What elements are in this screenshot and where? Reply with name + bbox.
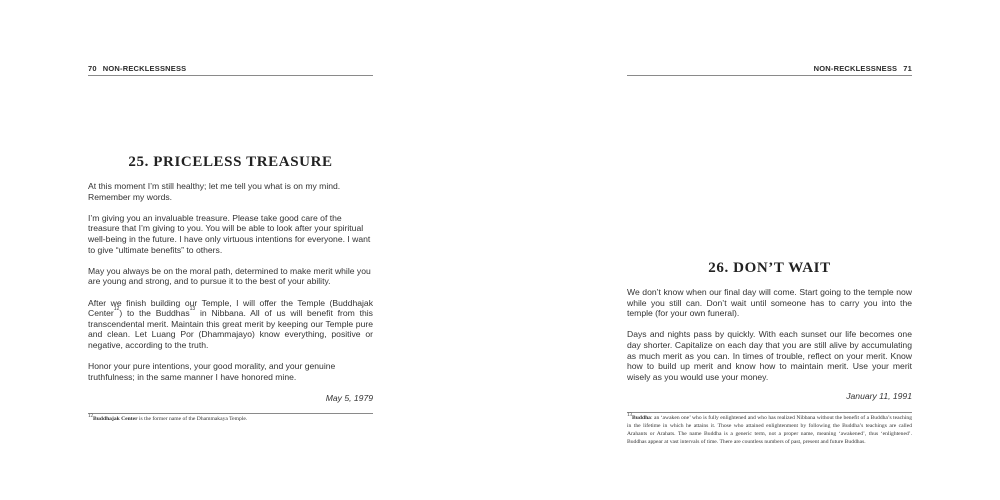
footnote-term: Buddhajak Center: [93, 416, 138, 422]
paragraph: [88, 298, 373, 351]
paragraph: At this moment I’m still healthy; let me tell you what is on my mind. Remember my words.: [88, 181, 341, 202]
footnote-ref: 13: [189, 306, 196, 313]
footnote-ref: 12: [113, 306, 120, 313]
right-page: [500, 0, 1000, 500]
chapter-date: January 11, 1991: [846, 391, 912, 401]
text-run: After we finish building our Temple, I will offer the Temple (Buddhajak Center: [88, 297, 373, 319]
chapter-date: May 5, 1979: [325, 393, 373, 403]
page-number: 71: [903, 64, 912, 73]
footnote-divider: [88, 413, 373, 414]
page-number: 70: [88, 64, 97, 73]
footnote-mark: 13: [627, 413, 632, 418]
footnote: [627, 415, 912, 447]
paragraph: We don’t know when our final day will come. Start going to the temple now while you still can. Don’t wait until someone has to carry you into the temple (for your own funeral).: [627, 287, 912, 319]
running-title: NON-RECKLESSNESS: [102, 64, 187, 73]
running-header-right: [627, 64, 912, 76]
footnote-term: Buddha: [632, 415, 651, 421]
footnote-mark: 12: [88, 414, 93, 419]
paragraph: May you always be on the moral path, determined to make merit while you are young and strong, and to pursue it to the best of your ability.: [88, 265, 371, 287]
running-title: NON-RECKLESSNESS: [813, 64, 898, 73]
running-header-left: [88, 64, 373, 76]
paragraph: Days and nights pass by quickly. With each sunset our life becomes one day shorter. Capitalize on each day that you are still alive by accumulating as much merit as you can. In times of trouble, reflect on your merit. Know how to build up merit and know how to maintain merit. Use your merit wisely as you would use your money.: [627, 329, 912, 382]
footnote: [88, 416, 373, 424]
footnote-divider: [627, 412, 912, 413]
footnote-text: : an ‘awaken one’ who is fully enlightened and who has realized Nibbana without the benefit of a Buddha’s teaching in the lifetime in which he attains it. Those who attained enlightenment by following the Buddha’s teachings are called Arahants or Arahats. The name Buddha is a generic term, not a proper name, meaning ‘awakened’, thus ‘enlightened’. Buddhas appear at vast intervals of time. There are countless numbers of past, present and future Buddhas.: [627, 415, 912, 445]
chapter-title: 26. DON’T WAIT: [708, 260, 831, 276]
footnote-text: is the former name of the Dhammakaya Temple.: [137, 416, 248, 422]
chapter-body: [627, 287, 912, 393]
chapter-body: [88, 181, 373, 393]
text-run: in Nibbana. All of us will benefit from this transcendental merit. Maintain this great merit by keeping our Temple pure and clean. Let Luang Por (Dhammajayo) know everything, positive or negative, according to the truth.: [88, 308, 373, 350]
paragraph: I’m giving you an invaluable treasure. Please take good care of the treasure that I’m giving to you. You will be able to look after your spiritual well-being in the future. I have only virtuous intentions for everyone. I want to give “ultimate benefits” to others.: [88, 212, 371, 255]
paragraph: Honor your pure intentions, your good morality, and your genuine truthfulness; in the same manner I have honored mine.: [88, 361, 336, 382]
text-run: ) to the Buddhas: [119, 308, 190, 319]
chapter-title: 25. PRICELESS TREASURE: [128, 154, 333, 170]
